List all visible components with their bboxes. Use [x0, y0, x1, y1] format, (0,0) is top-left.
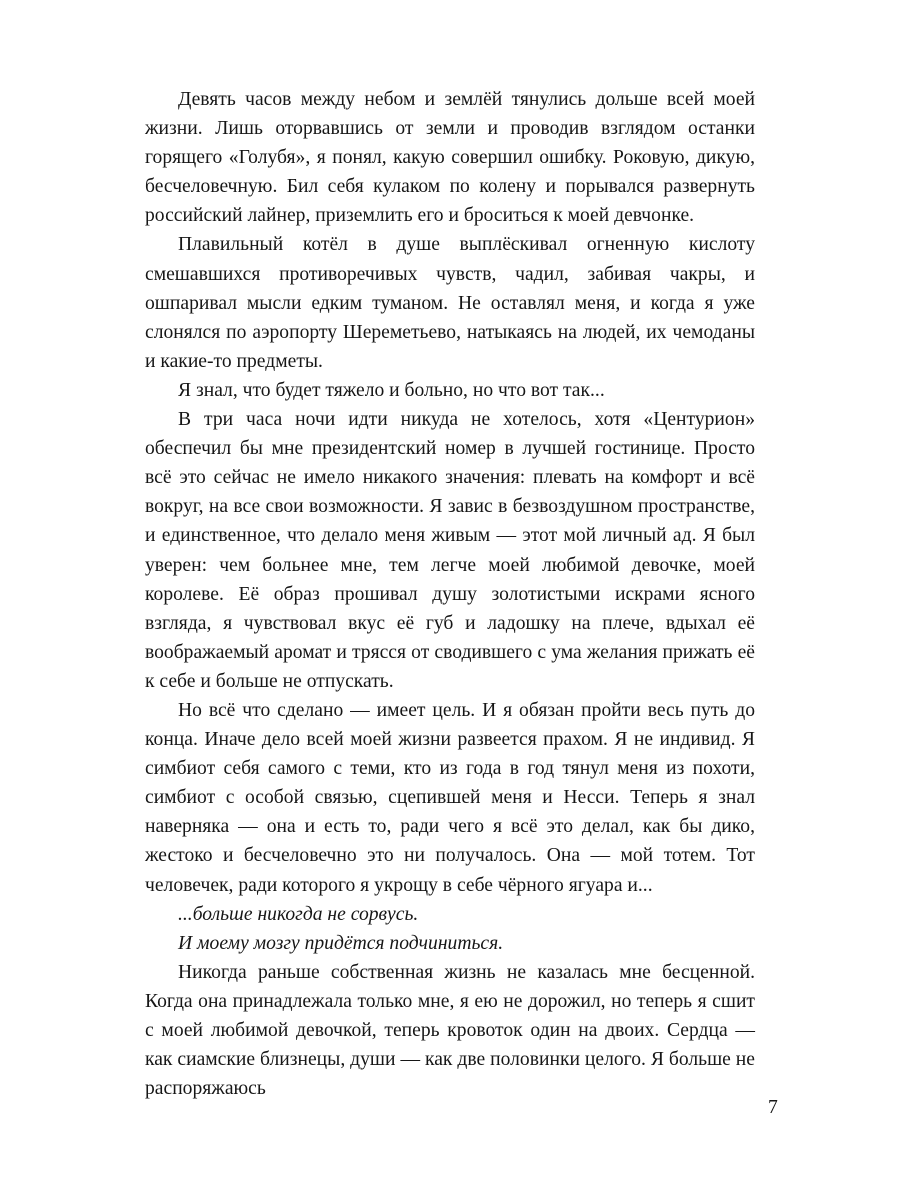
paragraph-2: Плавильный котёл в душе выплёскивал огненную кислоту смешавшихся противоречивых чувств, чадил, забивая чакры, и ошпаривал мысли едким туманом. Не оставлял меня, и когда я уже слонялся по аэропорту Шереметьево, натыкаясь на людей, их чемоданы и какие-то предметы. — [145, 234, 755, 372]
paragraph-1: Девять часов между небом и землёй тянулись дольше всей моей жизни. Лишь оторвавшись от земли и проводив взглядом останки горящего «Голубя», я понял, какую совершил ошибку. Роковую, дикую, бесчеловечную. Бил себя кулаком по колену и порывался развернуть российский лайнер, приземлить его и броситься к моей девчонке. — [145, 89, 755, 227]
paragraph-3: Я знал, что будет тяжело и больно, но что вот так... — [178, 379, 605, 401]
paragraph-6-italic: ...больше никогда не сорвусь. — [178, 903, 419, 925]
paragraph-7-italic: И моему мозгу придётся подчиниться. — [178, 932, 504, 954]
paragraph-4: В три часа ночи идти никуда не хотелось, хотя «Центурион» обеспечил бы мне президентский номер в лучшей гостинице. Просто всё это сейчас не имело никакого значения: плевать на комфорт и всё вокруг, на все свои возможности. Я завис в безвоздушном пространстве, и единственное, что делало меня живым — этот мой личный ад. Я был уверен: чем больнее мне, тем легче моей любимой девочке, моей королеве. Её образ прошивал душу золотистыми искрами ясного взгляда, я чувствовал вкус её губ и ладошку на плече, вдыхал её воображаемый аромат и трясся от сводившего с ума желания прижать её к себе и больше не отпускать. — [145, 409, 755, 692]
paragraph-8: Никогда раньше собственная жизнь не казалась мне бесценной. Когда она принадлежала только мне, я ею не дорожил, но теперь я сшит с моей любимой девочкой, теперь кровоток один на двоих. Сердца — как сиамские близнецы, души — как две половинки целого. Я больше не распоряжаюсь — [145, 961, 755, 1100]
page-number: 7 — [768, 1097, 778, 1118]
paragraph-5: Но всё что сделано — имеет цель. И я обязан пройти весь путь до конца. Иначе дело всей моей жизни развеется прахом. Я не индивид. Я симбиот себя самого с теми, кто из года в год тянул меня из похоти, симбиот с особой связью, сцепившей меня и Несси. Теперь я знал наверняка — она и есть то, ради чего я всё это делал, как бы дико, жестоко и бесчеловечно это ни получалось. Она — мой тотем. Тот человечек, ради которого я укрощу в себе чёрного ягуара и... — [145, 699, 755, 896]
page-text-block — [145, 85, 755, 1103]
